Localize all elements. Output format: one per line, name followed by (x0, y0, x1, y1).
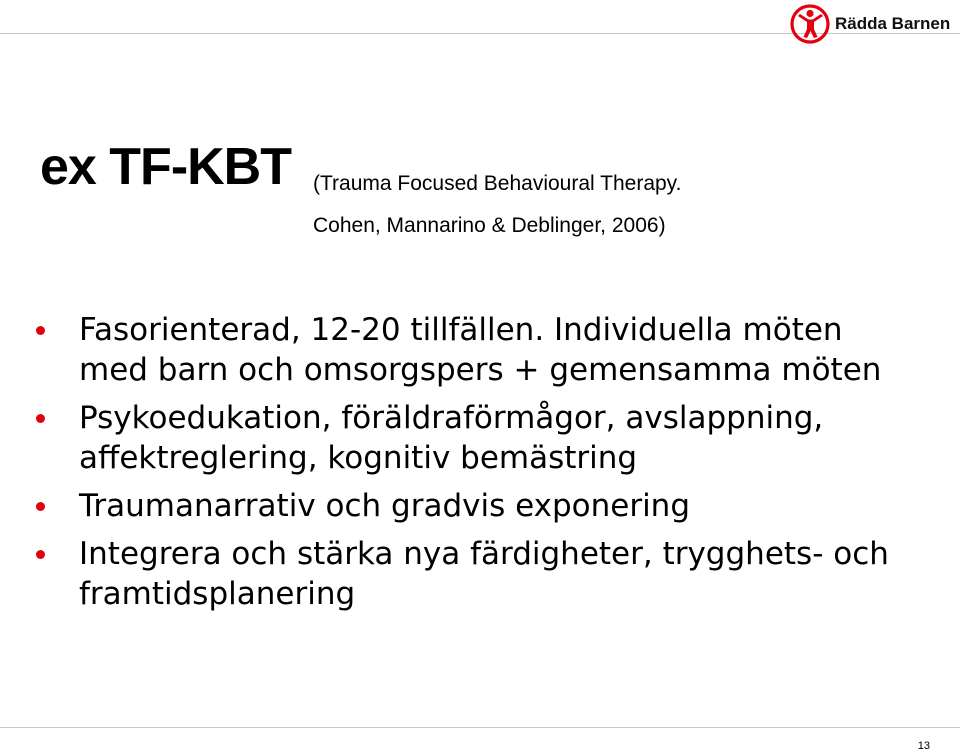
citation-line-1: (Trauma Focused Behavioural Therapy. (313, 172, 682, 195)
bullet-text: Fasorienterad, 12-20 tillfällen. Individuella möten med barn och omsorgspers + gemensamma möten (79, 312, 882, 388)
bullet-marker (36, 550, 45, 559)
bullet-text: Integrera och stärka nya färdigheter, trygghets- och framtidsplanering (79, 536, 889, 612)
bullet-item (36, 486, 896, 526)
citation (313, 163, 681, 247)
bullet-marker (36, 502, 45, 511)
rodda-barnen-logo (790, 4, 950, 44)
bullet-marker (36, 326, 45, 335)
bullet-text: Traumanarrativ och gradvis exponering (79, 488, 691, 524)
logo-text: Rädda Barnen (835, 14, 951, 33)
bullet-text: Psykoedukation, föräldraförmågor, avslappning, affektreglering, kognitiv bemästring (79, 400, 824, 476)
child-arms-up-icon (790, 4, 832, 44)
footer-divider (0, 727, 960, 728)
bullet-item (36, 398, 896, 478)
bullet-list (36, 310, 896, 622)
bullet-marker (36, 414, 45, 423)
citation-line-2: Cohen, Mannarino & Deblinger, 2006) (313, 214, 666, 237)
page-number: 13 (917, 740, 930, 752)
slide-title: ex TF-KBT (40, 138, 291, 196)
title-row (40, 138, 681, 247)
bullet-item (36, 534, 896, 614)
bullet-item (36, 310, 896, 390)
